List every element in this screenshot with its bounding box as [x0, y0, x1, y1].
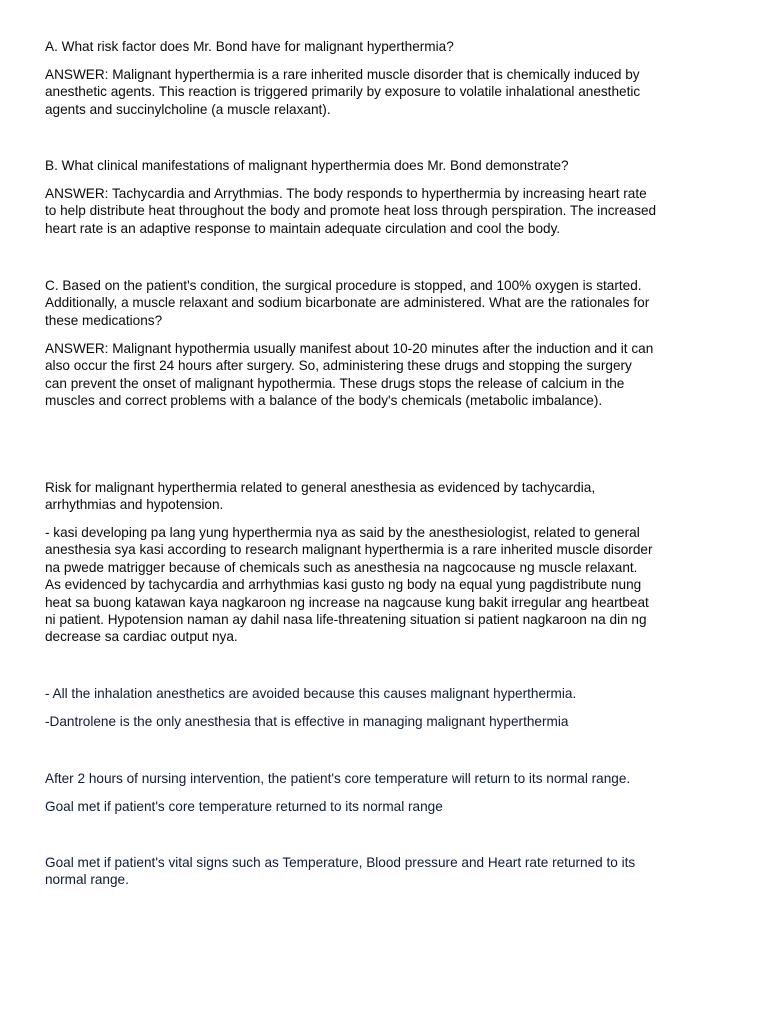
explanation-line: decrease sa cardiac output nya.: [45, 629, 238, 645]
diagnosis-line: arrhythmias and hypotension.: [45, 497, 224, 513]
explanation-line: ni patient. Hypotension naman ay dahil nasa life-threatening situation si patient nagkaroon na din ng: [45, 612, 647, 628]
question-c: [45, 277, 735, 329]
evaluation-2-line: normal range.: [45, 872, 129, 888]
explanation-line: - kasi developing pa lang yung hyperthermia nya as said by the anesthesiologist, related to general: [45, 525, 640, 540]
answer-a-line: agents and succinylcholine (a muscle relaxant).: [45, 101, 331, 117]
evaluation-1: [45, 798, 735, 815]
answer-c: [45, 340, 735, 410]
answer-c-line: can prevent the onset of malignant hypothermia. These drugs stops the release of calcium in the: [45, 375, 625, 391]
nursing-diagnosis: [45, 479, 735, 514]
answer-a: [45, 66, 735, 118]
answer-b-line: heart rate is an adaptive response to maintain adequate circulation and cool the body.: [45, 220, 561, 236]
diagnosis-explanation: [45, 524, 735, 646]
answer-c-line: also occur the first 24 hours after surgery. So, administering these drugs and stopping the surgery: [45, 358, 632, 374]
evaluation-2-line: Goal met if patient's vital signs such as Temperature, Blood pressure and Heart rate returned to its: [45, 855, 636, 870]
evaluation-1-text: Goal met if patient's core temperature returned to its normal range: [45, 799, 443, 814]
answer-a-line: anesthetic agents. This reaction is triggered primarily by exposure to volatile inhalational anesthetic: [45, 84, 641, 100]
intervention-2-text: -Dantrolene is the only anesthesia that is effective in managing malignant hyperthermia: [45, 714, 569, 729]
goal-1-text: After 2 hours of nursing intervention, the patient's core temperature will return to its normal range.: [45, 771, 631, 786]
intervention-2: [45, 713, 735, 730]
question-a: [45, 38, 735, 55]
evaluation-2: [45, 854, 735, 889]
answer-a-line: ANSWER: Malignant hyperthermia is a rare inherited muscle disorder that is chemically induced by: [45, 67, 640, 82]
question-c-line: these medications?: [45, 312, 163, 328]
answer-b: [45, 185, 735, 237]
explanation-line: As evidenced by tachycardia and arrhythmias kasi gusto ng body na equal yung pagdistribute nung: [45, 577, 642, 593]
question-c-line: Additionally, a muscle relaxant and sodium bicarbonate are administered. What are the rationales for: [45, 295, 650, 311]
explanation-line: anesthesia sya kasi according to research malignant hyperthermia is a rare inherited muscle disorder: [45, 542, 653, 558]
intervention-1: [45, 685, 735, 702]
question-c-line: C. Based on the patient's condition, the surgical procedure is stopped, and 100% oxygen is started.: [45, 278, 642, 293]
answer-c-line: ANSWER: Malignant hypothermia usually manifest about 10-20 minutes after the induction and it can: [45, 341, 654, 356]
intervention-1-text: - All the inhalation anesthetics are avoided because this causes malignant hyperthermia.: [45, 686, 577, 701]
explanation-line: na pwede matrigger because of chemicals such as anesthesia na nagcocause ng muscle relaxant.: [45, 559, 638, 575]
question-b-text: B. What clinical manifestations of malignant hyperthermia does Mr. Bond demonstrate?: [45, 158, 569, 173]
question-b: [45, 157, 735, 174]
goal-1: [45, 770, 735, 787]
diagnosis-line: Risk for malignant hyperthermia related to general anesthesia as evidenced by tachycardia,: [45, 480, 596, 495]
answer-b-line: to help distribute heat throughout the body and promote heat loss through perspiration. The increased: [45, 203, 657, 219]
answer-c-line: muscles and correct problems with a balance of the body's chemicals (metabolic imbalance).: [45, 393, 603, 409]
question-a-text: A. What risk factor does Mr. Bond have for malignant hyperthermia?: [45, 39, 454, 54]
explanation-line: heat sa buong katawan kaya nagkaroon ng increase na nagcause kung bakit irregular ang heartbeat: [45, 594, 649, 610]
answer-b-line: ANSWER: Tachycardia and Arrythmias. The body responds to hyperthermia by increasing heart rate: [45, 186, 647, 201]
